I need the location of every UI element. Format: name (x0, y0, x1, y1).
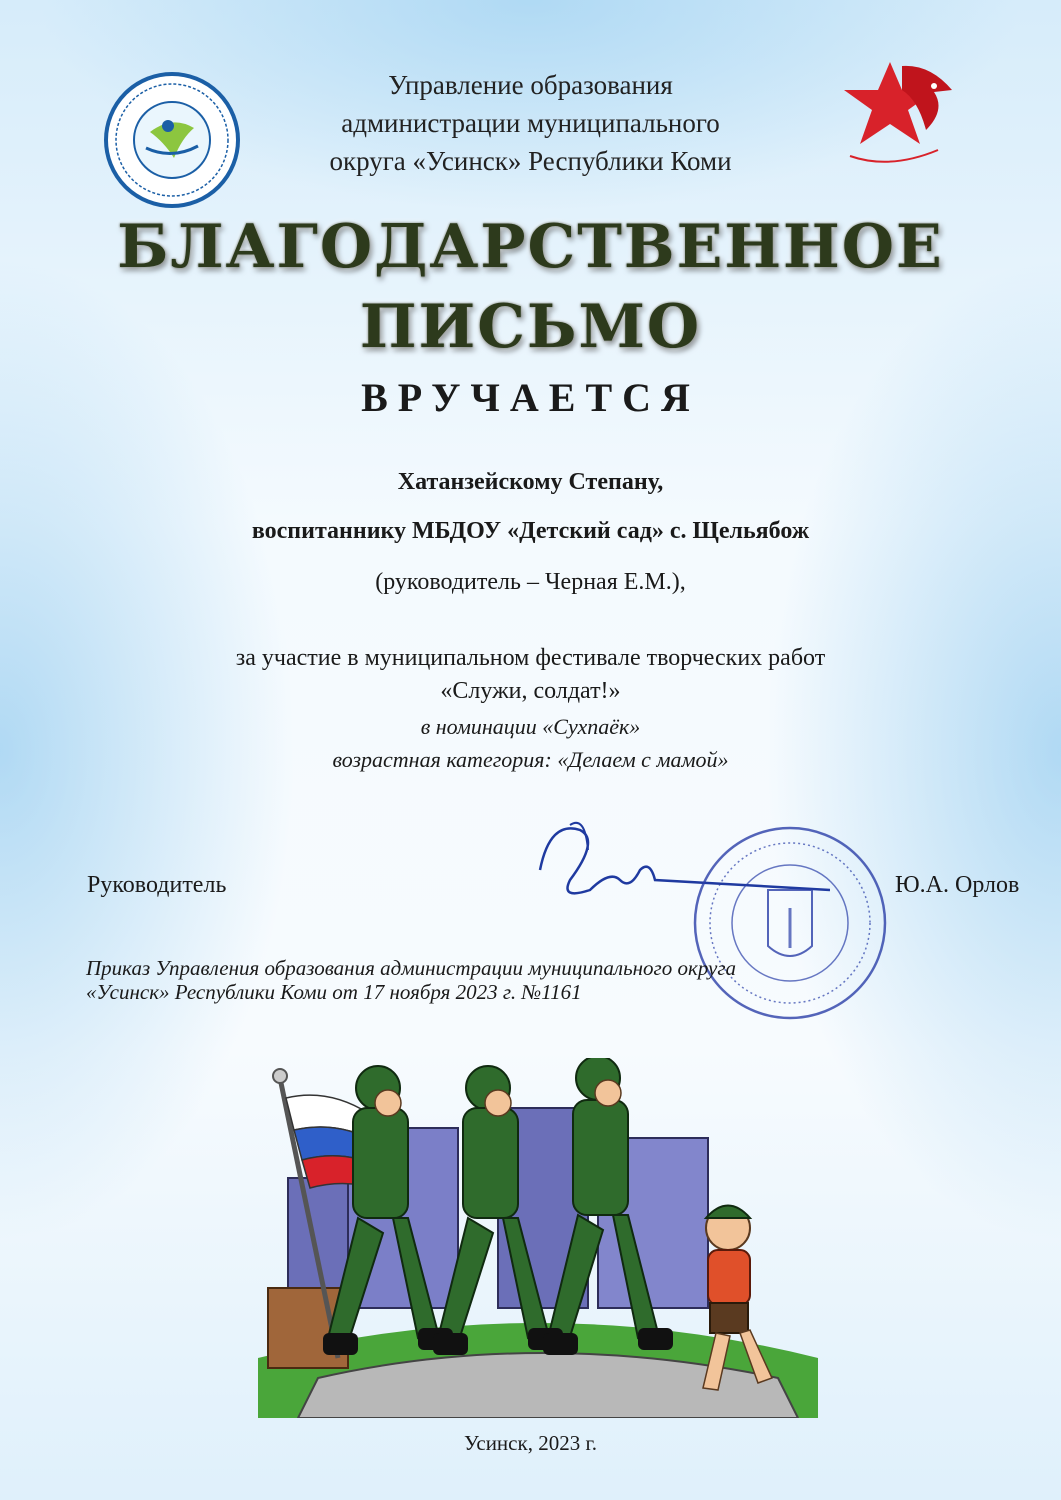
recipient-name: Хатанзейскому Степану, (397, 469, 664, 495)
order-line-2: «Усинск» Республики Коми от 17 ноября 2023 г. №1161 (86, 980, 582, 1004)
title-line-1: БЛАГОДАРСТВЕННОЕ (117, 212, 944, 282)
marching-soldiers-illustration (258, 1058, 818, 1423)
place-and-year: Усинск, 2023 г. (464, 1431, 597, 1455)
order-reference (86, 956, 736, 1004)
organization-header (0, 66, 1061, 180)
participation-text: за участие в муниципальном фестивале творческих работ (235, 645, 826, 671)
title-line-2: ПИСЬМО (359, 292, 702, 362)
signatory-name: Ю.А. Орлов (895, 872, 1020, 898)
recipient-supervisor: (руководитель – Черная Е.М.), (375, 569, 686, 595)
awarded-heading: ВРУЧАЕТСЯ (361, 375, 700, 420)
order-line-1: Приказ Управления образования администрации муниципального округа (86, 956, 737, 980)
age-category-text: возрастная категория: «Делаем с мамой» (332, 747, 729, 772)
org-line-3: округа «Усинск» Республики Коми (329, 146, 732, 176)
nomination-text: в номинации «Сухпаёк» (420, 714, 641, 739)
recipient-affiliation: воспитаннику МБДОУ «Детский сад» с. Щельябож (251, 518, 810, 544)
festival-name: «Служи, солдат!» (440, 678, 621, 704)
signatory-role: Руководитель (87, 872, 227, 898)
org-line-1: Управление образования (388, 70, 673, 100)
org-line-2: администрации муниципального (341, 108, 720, 138)
